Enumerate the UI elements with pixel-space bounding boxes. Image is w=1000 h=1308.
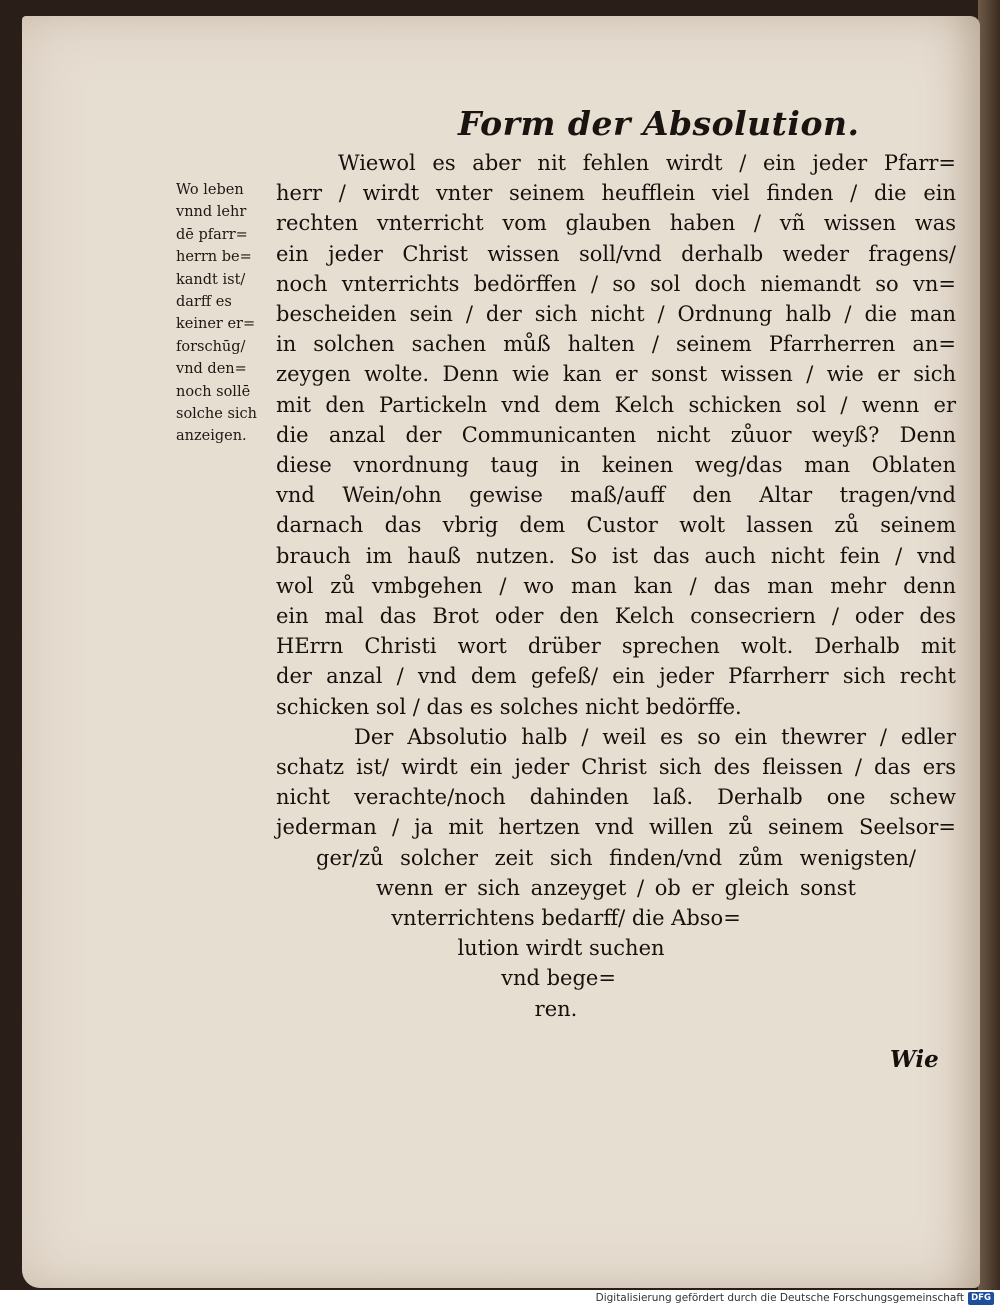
text-line: schatz ist/ wirdt ein jeder Christ sich des fleissen / das ers bbox=[276, 755, 956, 780]
text-line: brauch im hauß nutzen. So ist das auch nicht fein / vnd bbox=[276, 543, 956, 568]
margin-note-line: dē pfarr= bbox=[176, 226, 248, 243]
catchword: Wie bbox=[890, 1046, 939, 1073]
body-text bbox=[276, 148, 956, 1024]
footer-credit: Digitalisierung gefördert durch die Deutsche Forschungsgemeinschaft bbox=[595, 1292, 964, 1304]
text-line: diese vnordnung taug in keinen weg/das man Oblaten bbox=[276, 453, 956, 478]
text-line: HErrn Christi wort drüber sprechen wolt. Derhalb mit bbox=[276, 634, 956, 659]
text-line: nicht verachte/noch dahinden laß. Derhalb one schew bbox=[276, 785, 956, 810]
page-header: Form der Absolution. bbox=[458, 104, 860, 143]
text-line: herr / wirdt vnter seinem heufflein viel finden / die ein bbox=[276, 181, 956, 206]
margin-note-line: Wo leben bbox=[176, 182, 244, 198]
text-line: der anzal / vnd dem gefeß/ ein jeder Pfarrherr sich recht bbox=[276, 664, 956, 689]
margin-note-line: vnd den= bbox=[176, 361, 247, 378]
page-edge bbox=[978, 0, 1000, 1290]
text-line: noch vnterrichts bedörffen / so sol doch niemandt so vn= bbox=[276, 271, 956, 296]
margin-note-line: forschūg/ bbox=[176, 338, 246, 355]
text-line: bescheiden sein / der sich nicht / Ordnung halb / die man bbox=[276, 302, 956, 327]
text-line: vnterrichtens bedarff/ die Abso= bbox=[391, 906, 741, 931]
margin-note-line: darff es bbox=[176, 294, 232, 311]
margin-note-line: keiner er= bbox=[176, 316, 256, 333]
text-line: jederman / ja mit hertzen vnd willen zů seinem Seelsor= bbox=[276, 815, 956, 840]
dfg-logo: DFG bbox=[968, 1292, 994, 1305]
text-line: in solchen sachen můß halten / seinem Pfarrherren an= bbox=[276, 332, 956, 357]
margin-note-line: noch sollē bbox=[176, 383, 251, 400]
margin-note bbox=[176, 179, 280, 448]
margin-note-line: herrn be= bbox=[176, 249, 252, 266]
text-line: vnd bege= bbox=[501, 966, 616, 991]
text-line: Wiewol es aber nit fehlen wirdt / ein jeder Pfarr= bbox=[338, 151, 956, 175]
text-line: wenn er sich anzeyget / ob er gleich sonst bbox=[376, 875, 856, 900]
text-line: schicken sol / das es solches nicht bedörffe. bbox=[276, 694, 742, 719]
text-line: darnach das vbrig dem Custor wolt lassen zů seinem bbox=[276, 513, 956, 538]
text-line: rechten vnterricht vom glauben haben / vñ wissen was bbox=[276, 211, 956, 236]
text-line: ein mal das Brot oder den Kelch consecriern / oder des bbox=[276, 604, 956, 629]
text-line: ren. bbox=[534, 996, 578, 1021]
margin-note-line: anzeigen. bbox=[176, 428, 247, 445]
margin-note-line: solche sich bbox=[176, 406, 257, 423]
text-line: vnd Wein/ohn gewise maß/auff den Altar tragen/vnd bbox=[276, 483, 956, 508]
text-line: ger/zů solcher zeit sich finden/vnd zům wenigsten/ bbox=[316, 845, 916, 870]
text-line: Der Absolutio halb / weil es so ein thewrer / edler bbox=[354, 724, 956, 749]
text-line: ein jeder Christ wissen soll/vnd derhalb weder fragens/ bbox=[276, 241, 956, 266]
margin-note-line: vnnd lehr bbox=[176, 204, 247, 221]
text-line: mit den Partickeln vnd dem Kelch schicken sol / wenn er bbox=[276, 392, 956, 417]
text-line: die anzal der Communicanten nicht zůuor weyß? Denn bbox=[276, 422, 956, 447]
text-line: wol zů vmbgehen / wo man kan / das man mehr denn bbox=[276, 573, 956, 598]
margin-note-line: kandt ist/ bbox=[176, 271, 246, 288]
text-line: lution wirdt suchen bbox=[457, 936, 665, 961]
text-line: zeygen wolte. Denn wie kan er sonst wissen / wie er sich bbox=[276, 362, 956, 387]
